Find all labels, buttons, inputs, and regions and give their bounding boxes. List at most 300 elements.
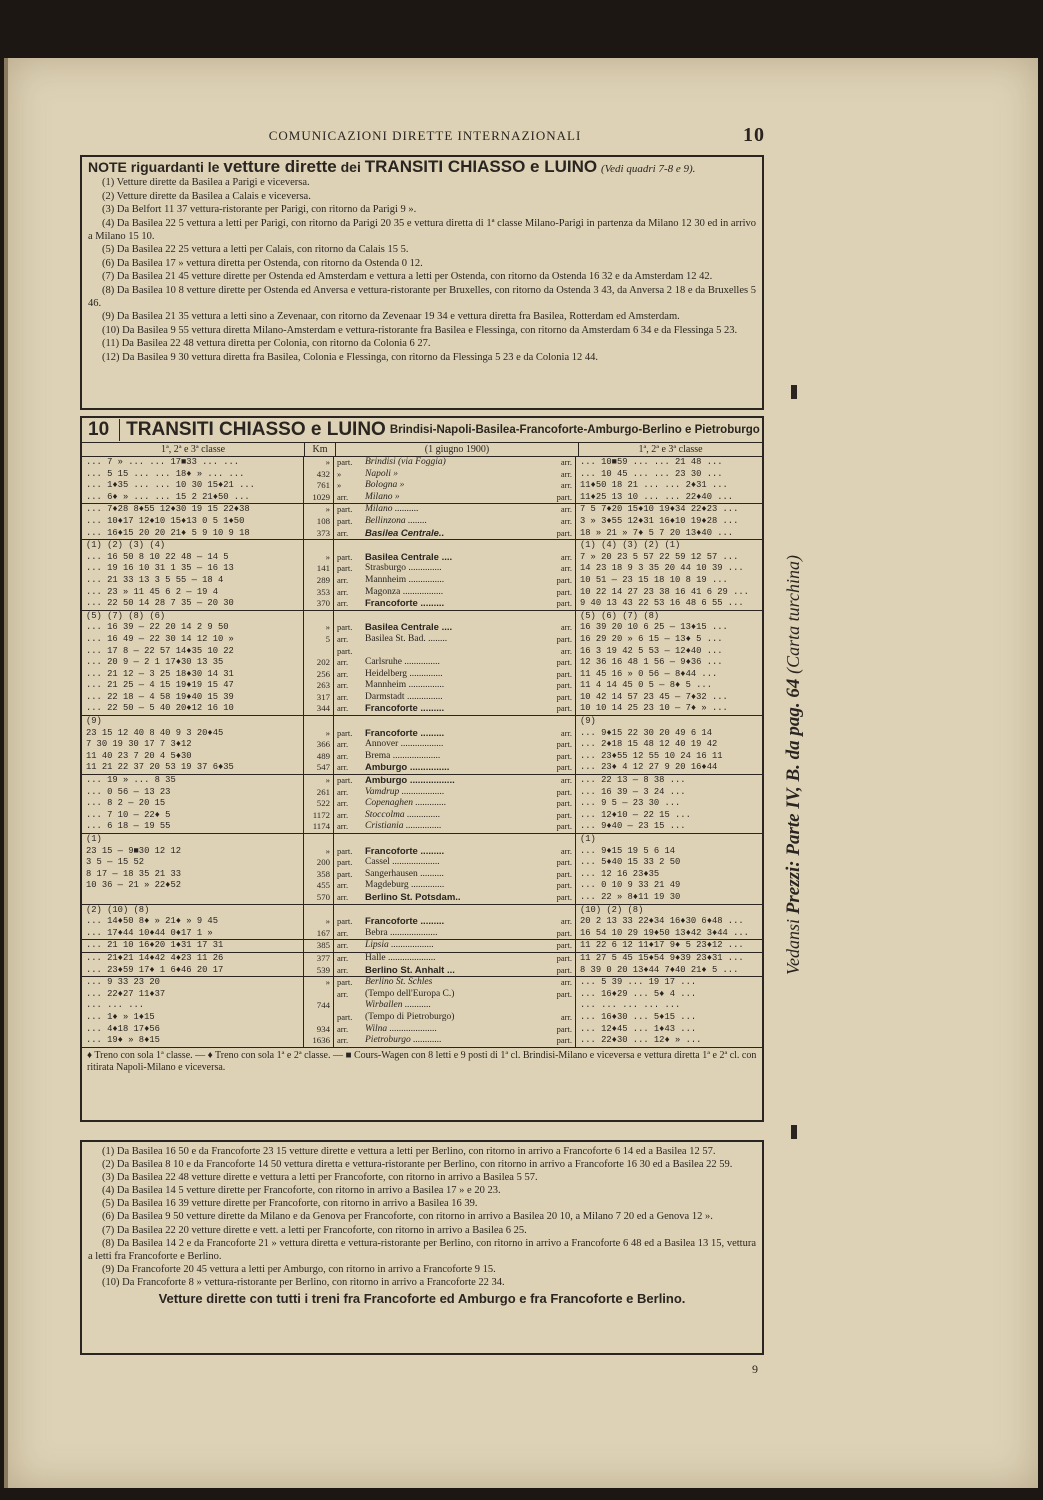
- left-time-row: ... 19 16 10 31 1 35 — 16 13: [86, 563, 234, 574]
- timetable-block: [82, 953, 762, 977]
- km-column: [304, 504, 334, 539]
- notes-list: [88, 176, 756, 364]
- right-time-row: 16 39 20 10 6 25 — 13♦15 ...: [580, 622, 728, 633]
- station-arr-dep: part.: [556, 703, 572, 714]
- stations-column: [334, 457, 576, 503]
- station-arr-dep: part.: [556, 574, 572, 585]
- station-arr-dep: [544, 1000, 575, 1012]
- station-row: [337, 762, 575, 774]
- left-time-row: ... 6 18 — 19 55: [86, 821, 171, 832]
- right-time-row: 12 36 16 48 1 56 — 9♦36 ...: [580, 657, 723, 668]
- station-name: Bellinzona ........: [365, 515, 428, 526]
- km-column: [304, 905, 334, 940]
- right-time-row: (1) (4) (3) (2) (1): [580, 540, 681, 551]
- left-times: [82, 716, 304, 774]
- station-name: Cristiania ...............: [365, 821, 442, 832]
- station-dep-arr: arr.: [337, 680, 349, 691]
- right-time-row: ... 5♦40 15 33 2 50: [580, 857, 681, 868]
- notes-title-prefix: NOTE riguardanti le: [88, 159, 220, 175]
- station-name: Berlino St. Anhalt ...: [365, 964, 455, 976]
- station-name: [365, 646, 544, 658]
- km-value: 1636: [312, 1035, 330, 1046]
- left-time-row: ... 23♦59 17♦ 1 6♦46 20 17: [86, 964, 224, 975]
- side-parte: Parte IV, B. da pag. 64: [783, 678, 805, 856]
- km-value: »: [325, 727, 330, 738]
- station-dep-arr: arr.: [337, 821, 349, 832]
- right-time-row: 10 51 — 23 15 18 10 8 19 ...: [580, 574, 728, 585]
- notes-title-main: TRANSITI CHIASSO e LUINO: [364, 157, 598, 176]
- station-dep-arr: [337, 834, 365, 846]
- right-time-row: 20 2 13 33 22♦34 16♦30 6♦48 ...: [580, 916, 744, 927]
- km-value: [304, 540, 330, 552]
- station-arr-dep: part.: [556, 598, 572, 609]
- right-time-row: 11♦50 18 21 ... ... 2♦31 ...: [580, 480, 728, 491]
- right-time-row: (1): [580, 834, 596, 844]
- station-arr-dep: arr.: [560, 504, 572, 515]
- left-time-row: ... 21 33 13 3 5 55 — 18 4: [86, 574, 224, 585]
- left-time-row: ... 14♦50 8♦ » 21♦ » 9 45: [86, 916, 218, 927]
- station-arr-dep: part.: [556, 586, 572, 597]
- right-time-row: ... 22 » 8♦11 19 30: [580, 891, 681, 902]
- station-row: [337, 775, 575, 787]
- right-time-row: ... 22♦30 ... 12♦ » ...: [580, 1035, 702, 1046]
- right-time-row: ... 9♦15 19 5 6 14: [580, 845, 676, 856]
- station-arr-dep: part.: [556, 857, 572, 868]
- footnote-item: (1) Da Basilea 16 50 e da Francoforte 23 15 vetture dirette e vettura a letti per Berlino, con ritorno in arrivo a Francoforte 6 14 ed a Basilea 12 57.: [102, 1146, 716, 1157]
- station-dep-arr: arr.: [337, 786, 349, 797]
- timetable-legend: ♦ Treno con sola 1ª classe. — ♦ Treno con sola 1ª e 2ª classe. — ■ Cours-Wagen con 8 letti e 9 posti di 1ª cl. Brindisi-Milano e viceversa e vettura diretta 1ª e 2ª cl. con ritirata Napoli-Milano e viceversa.: [87, 1049, 757, 1073]
- station-row: [337, 680, 575, 692]
- left-time-row: ... 0 56 — 13 23: [86, 786, 171, 797]
- station-dep-arr: arr.: [337, 750, 349, 761]
- km-value: 1029: [312, 491, 330, 502]
- station-dep-arr: part.: [337, 845, 353, 856]
- station-arr-dep: part.: [556, 927, 572, 938]
- km-value: 370: [316, 598, 330, 609]
- km-value: 167: [316, 927, 330, 938]
- station-dep-arr: arr.: [337, 703, 349, 714]
- left-time-row: ... 17 8 — 22 57 14♦35 10 22: [86, 645, 234, 656]
- right-time-row: 11 22 6 12 11♦17 9♦ 5 23♦12 ...: [580, 940, 744, 951]
- left-time-row: (1): [86, 834, 102, 844]
- right-times: [576, 716, 762, 774]
- side-reference: [772, 380, 816, 1150]
- right-times: [576, 940, 762, 952]
- km-header: Km: [305, 443, 336, 456]
- km-value: 289: [316, 574, 330, 585]
- timetable-block: [82, 905, 762, 941]
- left-time-row: 10 36 — 21 » 22♦52: [86, 880, 182, 891]
- station-name: Berlino St. Schles: [365, 977, 433, 988]
- station-arr-dep: part.: [556, 657, 572, 668]
- station-dep-arr: arr.: [337, 952, 349, 963]
- right-time-row: 7 » 20 23 5 57 22 59 12 57 ...: [580, 551, 739, 562]
- stations-column: [334, 504, 576, 539]
- station-name: Napoli »: [365, 468, 398, 479]
- km-value: 263: [316, 680, 330, 691]
- left-time-row: ... 23 » 11 45 6 2 — 19 4: [86, 586, 218, 597]
- left-time-row: ... 19♦ » 8♦15: [86, 1035, 160, 1046]
- station-arr-dep: part.: [556, 952, 572, 963]
- right-time-row: ... 16 39 — 3 24 ...: [580, 786, 686, 797]
- station-arr-dep: arr.: [560, 563, 572, 574]
- station-row: [337, 703, 575, 715]
- footnote-item: (4) Da Basilea 14 5 vetture dirette per Francoforte, con ritorno in arrivo a Basilea 17 » e 20 23.: [102, 1185, 501, 1197]
- footnote-item: (3) Da Basilea 22 48 vetture dirette e vettura a letti per Francoforte, con ritorno in arrivo a Basilea 5 57.: [102, 1172, 538, 1184]
- station-row: [337, 622, 575, 634]
- right-time-row: (5) (6) (7) (8): [580, 610, 660, 621]
- station-name: Cassel ....................: [365, 857, 440, 868]
- station-name: Basilea St. Bad. ........: [365, 633, 448, 644]
- km-value: 385: [316, 940, 330, 951]
- km-value: 5: [325, 633, 330, 644]
- station-name: Annover ..................: [365, 739, 444, 750]
- station-arr-dep: part.: [556, 940, 572, 951]
- left-time-row: ... 16 39 — 22 20 14 2 9 50: [86, 622, 229, 633]
- station-dep-arr: arr.: [337, 927, 349, 938]
- left-time-row: 23 15 12 40 8 40 9 3 20♦45: [86, 727, 224, 738]
- right-time-row: 16 3 19 42 5 53 — 12♦40 ...: [580, 645, 723, 656]
- left-time-row: ... 7 » ... ... 17■33 ... ...: [86, 457, 240, 467]
- km-value: 432: [316, 468, 330, 479]
- station-row: [337, 798, 575, 810]
- station-dep-arr: part.: [337, 727, 353, 738]
- left-time-row: ... 21 12 — 3 25 18♦30 14 31: [86, 668, 234, 679]
- right-time-row: 14 23 18 9 3 35 20 44 10 39 ...: [580, 563, 744, 574]
- left-time-row: 3 5 — 15 52: [86, 857, 145, 868]
- right-time-row: ... 23♦55 12 55 10 24 16 11: [580, 750, 723, 761]
- right-time-row: ... 12 16 23♦35: [580, 868, 660, 879]
- station-row: [337, 1012, 575, 1024]
- station-dep-arr: [337, 611, 365, 623]
- timetable-block: [82, 834, 762, 905]
- km-value: 744: [316, 1000, 330, 1011]
- km-value: [304, 646, 330, 658]
- station-row: [337, 940, 575, 952]
- timetable-block: [82, 540, 762, 611]
- right-time-row: ... 12♦10 — 22 15 ...: [580, 809, 691, 820]
- timetable-block: [82, 716, 762, 775]
- km-column: [304, 540, 334, 610]
- station-arr-dep: arr.: [560, 977, 572, 988]
- notes-title: [88, 157, 756, 176]
- left-time-row: ... 22 50 — 5 40 20♦12 16 10: [86, 703, 234, 714]
- station-dep-arr: part.: [337, 551, 353, 562]
- station-dep-arr: »: [337, 468, 342, 479]
- station-name: Halle ....................: [365, 952, 436, 963]
- station-row: [337, 728, 575, 740]
- station-name: Magonza .................: [365, 586, 444, 597]
- footnote-item: (9) Da Francoforte 20 45 vettura a letti per Amburgo, con ritorno in arrivo a Francoforte 9 15.: [102, 1263, 496, 1275]
- station-dep-arr: arr.: [337, 633, 349, 644]
- station-row: [337, 787, 575, 799]
- station-row: [337, 928, 575, 940]
- km-value: 344: [316, 703, 330, 714]
- footnotes-final: Vetture dirette con tutti i treni fra Francoforte ed Amburgo e fra Francoforte e Berlino.: [158, 1291, 686, 1307]
- footnote-item: (5) Da Basilea 16 39 vetture dirette per Francoforte, con ritorno in arrivo a Basilea 16 39.: [102, 1198, 478, 1210]
- station-row: [337, 869, 575, 881]
- right-times: [576, 540, 762, 610]
- station-dep-arr: arr.: [337, 586, 349, 597]
- station-arr-dep: arr.: [560, 845, 572, 856]
- station-arr-dep: [544, 716, 575, 728]
- note-item: (4) Da Basilea 22 5 vettura a letti per Parigi, con ritorno da Parigi 20 35 e vettura diretta di 1ª classe Milano-Parigi in partenza da Milano 12 30 ed in arrivo a Milano 15 10.: [88, 217, 756, 243]
- station-arr-dep: part.: [556, 762, 572, 773]
- right-time-row: ... 2♦18 15 48 12 40 19 42: [580, 739, 718, 750]
- station-name: Copenaghen .............: [365, 798, 447, 809]
- stations-column: [334, 977, 576, 1047]
- station-name: Wilna ....................: [365, 1023, 438, 1034]
- right-times: [576, 953, 762, 976]
- note-item: (6) Da Basilea 17 » vettura diretta per Ostenda, con ritorno da Ostenda 0 12.: [102, 257, 423, 269]
- side-carta: (Carta turchina): [783, 555, 804, 674]
- station-arr-dep: arr.: [560, 645, 572, 656]
- km-value: 1174: [312, 821, 330, 832]
- km-value: 353: [316, 586, 330, 597]
- station-arr-dep: part.: [556, 750, 572, 761]
- right-time-row: ... 10■59 ... ... 21 48 ...: [580, 457, 723, 467]
- header-page-number: 10: [743, 124, 765, 146]
- station-arr-dep: part.: [556, 491, 572, 502]
- km-column: [304, 953, 334, 976]
- timetable-main-title: TRANSITI CHIASSO e LUINO: [126, 419, 386, 440]
- km-column: [304, 611, 334, 715]
- footnote-item: (6) Da Basilea 9 50 vetture dirette da Milano e da Genova per Francoforte, con ritorno in arrivo a Basilea 20 10, a Milano 7 20 ed a Genova 12 ».: [102, 1211, 713, 1223]
- left-times: [82, 775, 304, 833]
- station-row: [337, 540, 575, 552]
- station-row: [337, 516, 575, 528]
- footnotes-box: [80, 1140, 764, 1355]
- station-arr-dep: part.: [556, 786, 572, 797]
- right-times: [576, 457, 762, 503]
- right-time-row: ... 9♦15 22 30 20 49 6 14: [580, 727, 712, 738]
- note-item: (5) Da Basilea 22 25 vettura a letti per Calais, con ritorno da Calais 15 5.: [102, 244, 409, 256]
- footnote-item: (2) Da Basilea 8 10 e da Francoforte 14 50 vettura diretta e vettura-ristorante per Berlino, con ritorno in arrivo a Francoforte 16 30 ed a Basilea 22 59.: [102, 1159, 733, 1171]
- km-value: 141: [316, 563, 330, 574]
- station-row: [337, 821, 575, 833]
- left-time-row: ... 19 » ... 8 35: [86, 775, 176, 786]
- left-time-row: 8 17 — 18 35 21 33: [86, 868, 182, 879]
- station-row: [337, 892, 575, 904]
- station-arr-dep: arr.: [560, 515, 572, 526]
- km-value: 200: [316, 857, 330, 868]
- station-name: Francoforte .........: [365, 598, 445, 610]
- station-arr-dep: part.: [556, 1023, 572, 1034]
- station-row: [337, 692, 575, 704]
- station-name: [365, 834, 544, 846]
- left-time-row: ... 1♦35 ... ... 10 30 15♦21 ...: [86, 480, 255, 491]
- station-row: [337, 846, 575, 858]
- right-time-row: ... 5 39 ... 19 17 ...: [580, 977, 697, 988]
- right-time-row: ... ... ... ... ...: [580, 1000, 681, 1011]
- station-row: [337, 575, 575, 587]
- station-row: [337, 834, 575, 846]
- station-name: Francoforte .........: [365, 845, 445, 857]
- station-name: [365, 716, 544, 728]
- station-dep-arr: arr.: [337, 668, 349, 679]
- station-dep-arr: arr.: [337, 940, 349, 951]
- station-arr-dep: part.: [556, 868, 572, 879]
- timetable-10: [80, 416, 764, 1122]
- left-time-row: 11 21 22 37 20 53 19 37 6♦35: [86, 762, 234, 773]
- right-time-row: 18 » 21 » 7♦ 5 7 20 13♦40 ...: [580, 527, 734, 538]
- station-dep-arr: arr.: [337, 657, 349, 668]
- station-arr-dep: part.: [556, 809, 572, 820]
- station-row: [337, 857, 575, 869]
- note-item: (12) Da Basilea 9 30 vettura diretta fra Basilea, Colonia e Flessinga, con ritorno da Flessinga 5 23 e da Colonia 12 44.: [102, 351, 599, 363]
- station-name: Brema ....................: [365, 750, 441, 761]
- station-row: [337, 977, 575, 989]
- page-number: 9: [752, 1362, 758, 1376]
- right-time-row: ... 9♦40 — 23 15 ...: [580, 821, 686, 832]
- station-arr-dep: part.: [556, 798, 572, 809]
- station-arr-dep: arr.: [560, 551, 572, 562]
- km-value: [304, 716, 330, 728]
- station-arr-dep: [544, 540, 575, 552]
- left-time-row: ... 6♦ » ... ... 15 2 21♦50 ...: [86, 491, 250, 502]
- station-row: [337, 611, 575, 623]
- station-row: [337, 563, 575, 575]
- station-name: Francoforte .........: [365, 916, 445, 928]
- station-dep-arr: part.: [337, 916, 353, 927]
- station-name: [365, 905, 544, 917]
- station-arr-dep: part.: [556, 988, 572, 999]
- station-arr-dep: arr.: [560, 775, 572, 786]
- km-value: 455: [316, 880, 330, 891]
- station-dep-arr: arr.: [337, 1023, 349, 1034]
- km-value: 108: [316, 515, 330, 526]
- left-time-row: ... 10♦17 12♦10 15♦13 0 5 1♦50: [86, 515, 245, 526]
- right-times: [576, 905, 762, 940]
- station-name: Vamdrup ..................: [365, 786, 445, 797]
- km-value: 489: [316, 750, 330, 761]
- station-row: [337, 657, 575, 669]
- right-times: [576, 775, 762, 833]
- station-dep-arr: part.: [337, 857, 353, 868]
- station-name: Pietroburgo ............: [365, 1035, 442, 1046]
- station-dep-arr: arr.: [337, 964, 349, 975]
- station-name: Basilea Centrale..: [365, 527, 445, 539]
- station-name: Amburgo .................: [365, 775, 455, 787]
- station-name: Brindisi (via Foggia): [365, 457, 446, 467]
- left-times: [82, 905, 304, 940]
- station-row: [337, 880, 575, 892]
- note-item: (10) Da Basilea 9 55 vettura diretta Milano-Amsterdam e vettura-ristorante fra Basilea e Flessinga, con ritorno da Amsterdam 6 34 e da Flessinga 5 23.: [102, 324, 738, 336]
- km-value: [304, 834, 330, 846]
- km-column: [304, 457, 334, 503]
- timetable-block: [82, 977, 762, 1048]
- station-name: Stoccolma ..............: [365, 809, 441, 820]
- right-time-row: ... 9 5 — 23 30 ...: [580, 798, 681, 809]
- left-times: [82, 504, 304, 539]
- km-value: 547: [316, 762, 330, 773]
- station-name: Carlsruhe ...............: [365, 657, 440, 668]
- station-arr-dep: part.: [556, 527, 572, 538]
- station-arr-dep: arr.: [560, 916, 572, 927]
- station-dep-arr: part.: [337, 622, 353, 633]
- station-name: Heidelberg ..............: [365, 668, 443, 679]
- station-name: [365, 540, 544, 552]
- station-dep-arr: part.: [337, 868, 353, 879]
- station-dep-arr: arr.: [337, 891, 349, 902]
- km-value: 366: [316, 739, 330, 750]
- side-reference-text: [783, 555, 805, 975]
- stations-column: [334, 834, 576, 904]
- station-name: Sangerhausen ..........: [365, 868, 444, 879]
- right-time-row: 10 22 14 27 23 38 16 41 6 29 ...: [580, 586, 749, 597]
- timetable-number: 10: [82, 419, 120, 441]
- header-title: COMUNICAZIONI DIRETTE INTERNAZIONALI: [268, 128, 582, 143]
- station-dep-arr: [337, 905, 365, 917]
- km-value: »: [325, 457, 330, 467]
- station-arr-dep: [544, 905, 575, 917]
- left-time-row: ... 7 10 — 22♦ 5: [86, 809, 171, 820]
- km-value: »: [325, 977, 330, 988]
- right-time-row: (10) (2) (8): [580, 904, 644, 915]
- station-name: Francoforte .........: [365, 703, 445, 715]
- km-value: 261: [316, 786, 330, 797]
- right-time-row: ... 12♦45 ... 1♦43 ...: [580, 1023, 697, 1034]
- right-times: [576, 977, 762, 1047]
- station-name: Amburgo ...............: [365, 762, 450, 774]
- station-row: [337, 634, 575, 646]
- station-arr-dep: arr.: [560, 468, 572, 479]
- station-arr-dep: part.: [556, 633, 572, 644]
- km-value: 317: [316, 691, 330, 702]
- left-times: [82, 457, 304, 503]
- km-value: [304, 611, 330, 623]
- station-dep-arr: arr.: [337, 739, 349, 750]
- km-column: [304, 775, 334, 833]
- left-time-row: ... 16 49 — 22 30 14 12 10 »: [86, 633, 234, 644]
- station-name: Mannheim ...............: [365, 680, 445, 691]
- right-time-row: 16 29 20 » 6 15 — 13♦ 5 ...: [580, 633, 723, 644]
- left-time-row: ... 21 25 — 4 15 19♦19 15 47: [86, 680, 234, 691]
- station-row: [337, 480, 575, 492]
- km-column: [304, 940, 334, 952]
- stations-column: [334, 940, 576, 952]
- right-time-row: 8 39 0 20 13♦44 7♦40 21♦ 5 ...: [580, 964, 739, 975]
- left-class-header: 1ª, 2ª e 3ª classe: [82, 443, 305, 456]
- note-item: (9) Da Basilea 21 35 vettura a letti sino a Zevenaar, con ritorno da Zevenaar 19 34 e vettura diretta fra Basilea, Rotterdam ed Amsterdam.: [102, 311, 680, 323]
- station-name: Basilea Centrale ....: [365, 622, 453, 634]
- station-row: [337, 989, 575, 1001]
- station-arr-dep: arr.: [560, 480, 572, 491]
- station-name: Wirballen ...........: [365, 1000, 431, 1011]
- left-time-row: ... 20 9 — 2 1 17♦30 13 35: [86, 657, 224, 668]
- page-header: [85, 124, 765, 150]
- station-row: [337, 552, 575, 564]
- right-time-row: 11♦25 13 10 ... ... 22♦40 ...: [580, 491, 734, 502]
- station-arr-dep: part.: [556, 821, 572, 832]
- station-dep-arr: »: [337, 480, 342, 491]
- right-time-row: 11 27 5 45 15♦54 9♦39 23♦31 ...: [580, 952, 744, 963]
- stations-column: [334, 905, 576, 940]
- timetable-blocks: [82, 457, 762, 1048]
- km-value: 256: [316, 668, 330, 679]
- station-name: Strasburgo ..............: [365, 563, 442, 574]
- km-value: 373: [316, 527, 330, 538]
- station-name: [365, 611, 544, 623]
- km-value: [304, 1012, 330, 1024]
- station-dep-arr: arr.: [337, 574, 349, 585]
- station-dep-arr: [337, 540, 365, 552]
- station-arr-dep: arr.: [560, 1011, 572, 1022]
- station-arr-dep: part.: [556, 880, 572, 891]
- station-row: [337, 1035, 575, 1047]
- km-value: »: [325, 504, 330, 515]
- notes-title-dei: dei: [340, 159, 361, 175]
